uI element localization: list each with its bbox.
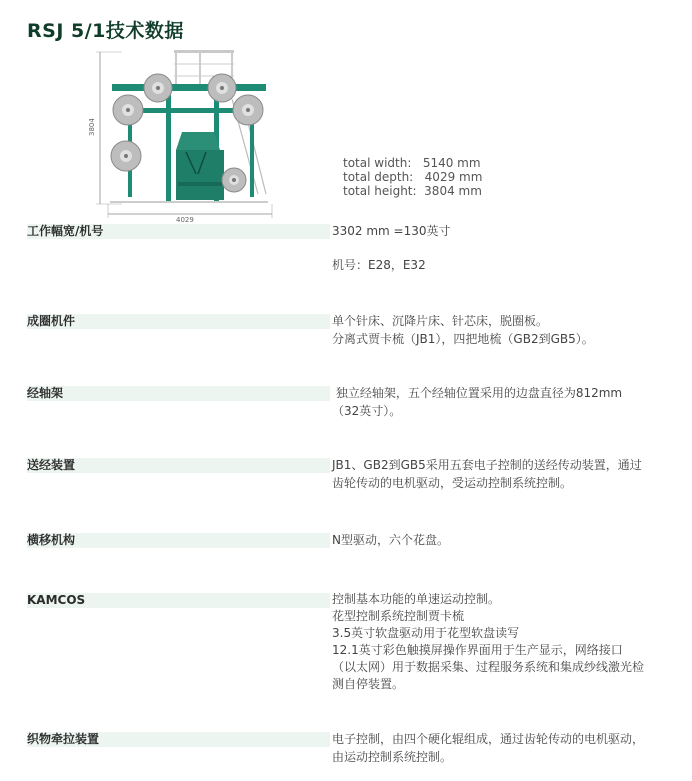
- spec-label: 成圈机件: [27, 314, 330, 329]
- machine-illustration: [82, 44, 282, 224]
- overall-dimensions: [343, 156, 482, 198]
- spec-label: 送经装置: [27, 458, 330, 473]
- spec-value: JB1、GB2到GB5采用五套电子控制的送经传动装置，通过 齿轮传动的电机驱动，受运动控制系统控制。: [332, 458, 642, 490]
- total-height: total height: 3804 mm: [343, 184, 482, 198]
- spec-value: 电子控制，由四个硬化辊组成，通过齿轮传动的电机驱动， 由运动控制系统控制。: [332, 732, 645, 764]
- page-title: RSJ 5/1技术数据: [27, 20, 184, 42]
- height-dimension-label: 3804: [88, 118, 96, 136]
- spec-label: KAMCOS: [27, 593, 330, 608]
- spec-value: 控制基本功能的单速运动控制。 花型控制系统控制贾卡梳 3.5英寸软盘驱动用于花型软盘读写 12.1英寸彩色触摸屏操作界面用于生产显示，网络接口 （以太网）用于数据采集、过程服务系统和集成纱线激光检 测自停装置。: [332, 592, 645, 691]
- spec-value: 独立经轴架，五个经轴位置采用的边盘直径为812mm （32英寸）。: [332, 386, 623, 418]
- spec-label: 经轴架: [27, 386, 330, 401]
- spec-label: 横移机构: [27, 533, 330, 548]
- spec-value: 3302 mm =130英寸 机号：E28，E32: [332, 224, 451, 272]
- spec-value: N型驱动，六个花盘。: [332, 533, 449, 547]
- spec-value: 单个针床、沉降片床、针芯床，脱圈板。 分离式贾卡梳（JB1），四把地梳（GB2到GB5）。: [332, 314, 594, 346]
- spec-label: 工作幅宽/机号: [27, 224, 330, 239]
- total-depth: total depth: 4029 mm: [343, 170, 483, 184]
- total-width: total width: 5140 mm: [343, 156, 481, 170]
- spec-label: 织物牵拉装置: [27, 732, 330, 747]
- width-dimension-label: 4029: [176, 216, 194, 224]
